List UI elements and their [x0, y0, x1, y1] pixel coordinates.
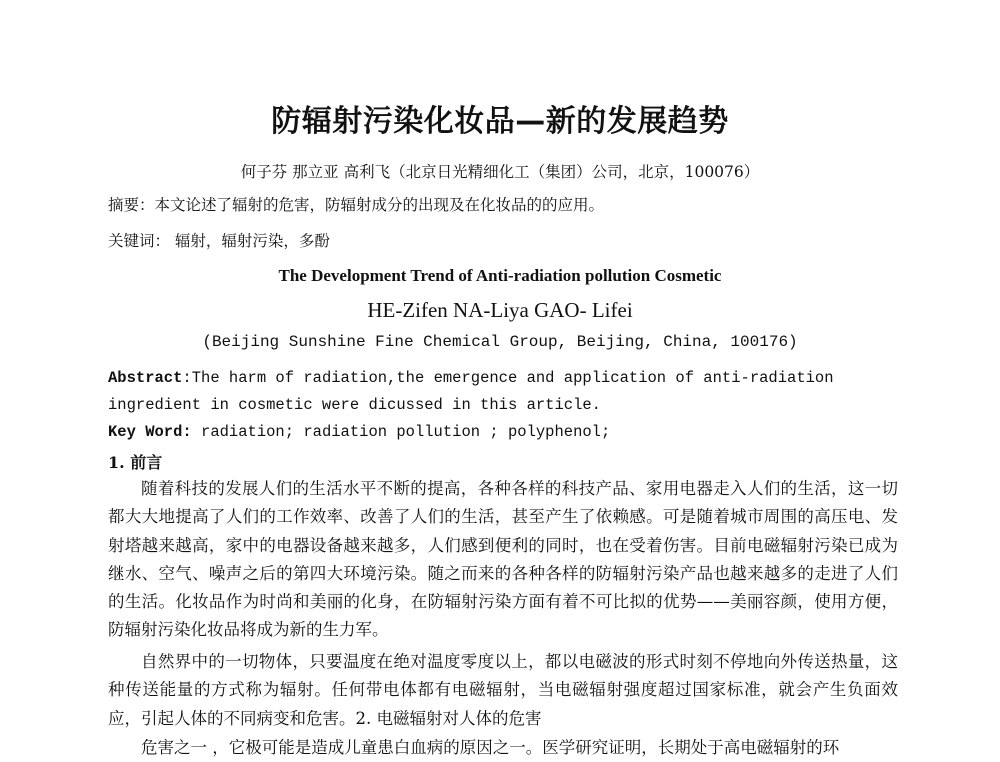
keywords-cn: 关键词： 辐射，辐射污染，多酚: [108, 232, 330, 250]
keywords-en-text: radiation; radiation pollution ; polyphenol;: [191, 423, 611, 441]
paragraph-2: 自然界中的一切物体，只要温度在绝对温度零度以上，都以电磁波的形式时刻不停地向外传送热量，这种传送能量的方式称为辐射。任何带电体都有电磁辐射，当电磁辐射强度超过国家标准，就会产生负面效应，引起人体的不同病变和危害。2. 电磁辐射对人体的危害: [108, 652, 898, 728]
section-heading: 1. 前言: [108, 453, 163, 472]
paragraph-3: 危害之一 ，它极可能是造成儿童患白血病的原因之一。医学研究证明，长期处于高电磁辐射的环: [141, 738, 840, 757]
abstract-en: [108, 365, 903, 419]
abstract-en-text: :The harm of radiation,the emergence and application of anti-radiation ingredient in cosmetic were dicussed in this article.: [108, 369, 834, 414]
abstract-en-label: Abstract: [108, 369, 183, 387]
keywords-en: [108, 419, 903, 446]
paragraph-1: 随着科技的发展人们的生活水平不断的提高，各种各样的科技产品、家用电器走入人们的生活，这一切都大大地提高了人们的工作效率、改善了人们的生活，甚至产生了依赖感。可是随着城市周围的高压电、发射塔越来越高，家中的电器设备越来越多，人们感到便利的同时，也在受着伤害。目前电磁辐射污染已成为继水、空气、噪声之后的第四大环境污染。随之而来的各种各样的防辐射污染产品也越来越多的走进了人们的生活。化妆品作为时尚和美丽的化身，在防辐射污染方面有着不可比拟的优势——美丽容颜，使用方便，防辐射污染化妆品将成为新的生力军。: [108, 479, 898, 640]
keywords-en-label: Key Word:: [108, 423, 192, 441]
authors-affiliation-cn: 何子芬 那立亚 高利飞（北京日光精细化工（集团）公司，北京，100076）: [240, 163, 760, 181]
paper-title: 防辐射污染化妆品—新的发展趋势: [271, 104, 729, 139]
english-affiliation: (Beijing Sunshine Fine Chemical Group, Beijing, China, 100176): [202, 333, 798, 351]
english-authors: HE-Zifen NA-Liya GAO- Lifei: [367, 298, 633, 322]
abstract-cn: 摘要：本文论述了辐射的危害，防辐射成分的出现及在化妆品的的应用。: [108, 196, 605, 214]
english-title: The Development Trend of Anti-radiation pollution Cosmetic: [278, 266, 722, 285]
